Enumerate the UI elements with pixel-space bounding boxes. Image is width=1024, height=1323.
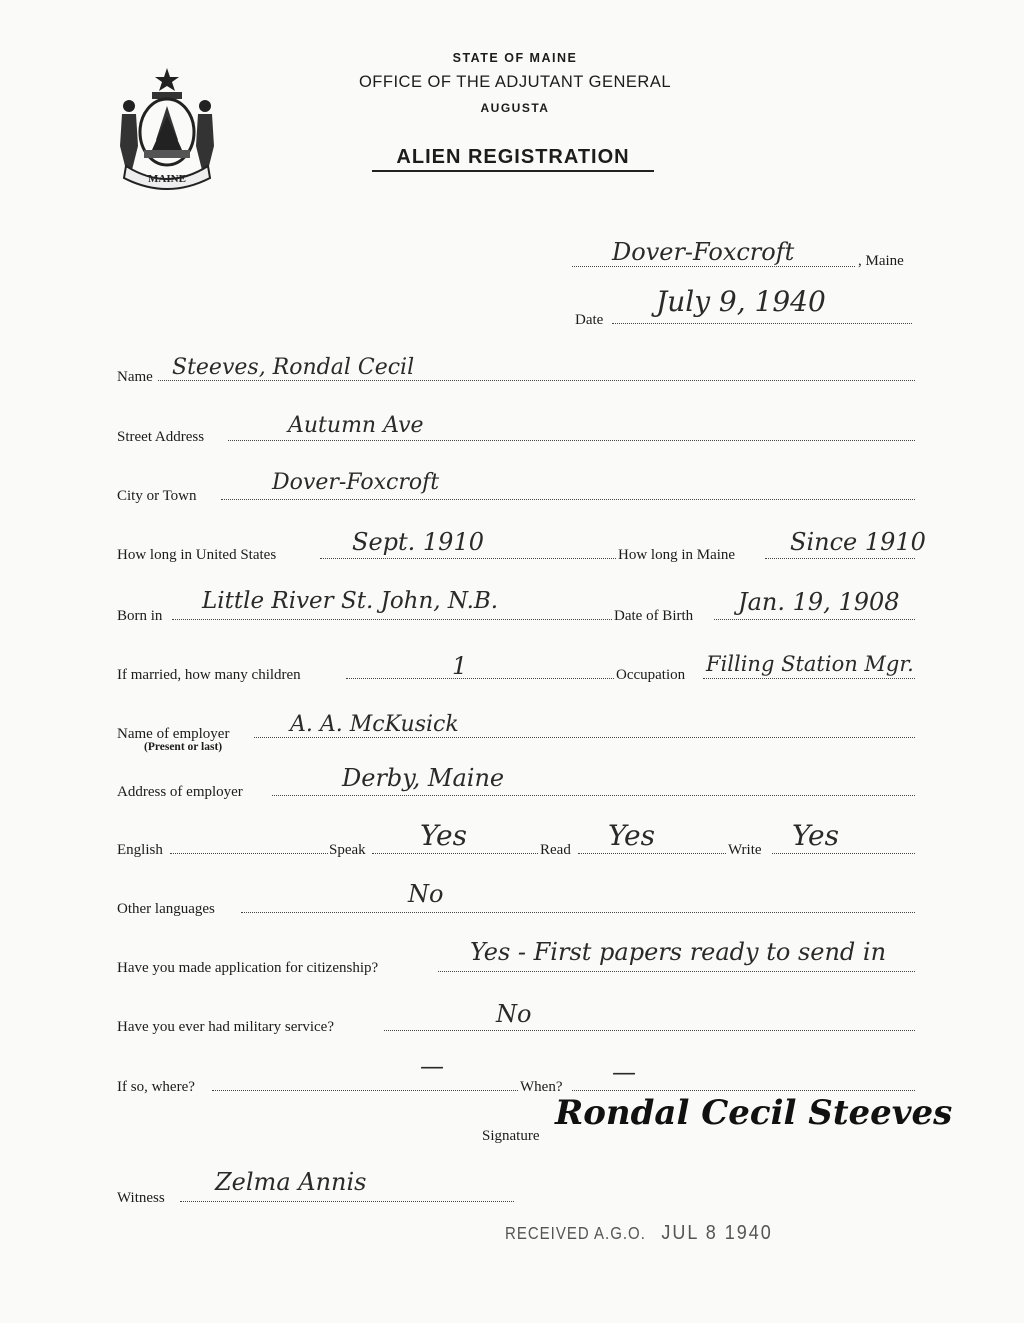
- date-of-birth-label: Date of Birth: [614, 608, 694, 624]
- born-in-label: Born in: [117, 608, 163, 624]
- born-in-value: Little River St. John, N.B.: [202, 588, 499, 614]
- employer-line: [254, 737, 915, 738]
- employer-address-line: [272, 795, 915, 796]
- speak-line: [372, 853, 538, 854]
- read-line: [578, 853, 726, 854]
- how-long-us-label: How long in United States: [117, 547, 277, 563]
- employer-label: Name of employer: [117, 726, 230, 742]
- received-stamp: [505, 1220, 773, 1244]
- other-languages-value: No: [408, 880, 444, 908]
- other-languages-label: Other languages: [117, 901, 215, 917]
- form-title: ALIEN REGISTRATION: [372, 146, 654, 172]
- military-label: Have you ever had military service?: [117, 1019, 334, 1035]
- children-label: If married, how many children: [117, 667, 301, 683]
- speak-value: Yes: [420, 819, 467, 852]
- date-value: July 9, 1940: [656, 285, 826, 318]
- english-line: [170, 853, 328, 854]
- read-label: Read: [540, 842, 571, 858]
- city-value: Dover-Foxcroft: [272, 470, 440, 495]
- name-label: Name: [117, 369, 153, 385]
- street-line: [228, 440, 915, 441]
- date-of-birth-line: [714, 619, 915, 620]
- where-line: [212, 1090, 518, 1091]
- write-line: [772, 853, 915, 854]
- name-value: Steeves, Rondal Cecil: [172, 355, 415, 380]
- signature-label: Signature: [482, 1128, 540, 1144]
- street-label: Street Address: [117, 429, 205, 445]
- children-line: [346, 678, 614, 679]
- town-line: [572, 266, 855, 267]
- how-long-maine-label: How long in Maine: [618, 547, 736, 563]
- military-line: [384, 1030, 915, 1031]
- other-languages-line: [241, 912, 915, 913]
- city-label: City or Town: [117, 488, 197, 504]
- how-long-maine-line: [765, 558, 915, 559]
- how-long-maine-value: Since 1910: [790, 528, 926, 556]
- write-label: Write: [728, 842, 762, 858]
- seal-banner-text: MAINE: [148, 173, 186, 185]
- received-stamp-date: JUL 8 1940: [661, 1220, 773, 1244]
- city-line: [221, 499, 915, 500]
- name-line: [158, 380, 915, 381]
- date-label: Date: [575, 312, 604, 328]
- children-value: 1: [452, 652, 468, 680]
- header-state: STATE OF MAINE: [452, 51, 578, 65]
- speak-label: Speak: [329, 842, 366, 858]
- header-city: AUGUSTA: [480, 101, 550, 115]
- occupation-label: Occupation: [616, 667, 686, 683]
- date-line: [612, 323, 912, 324]
- military-value: No: [496, 1000, 532, 1028]
- witness-value: Zelma Annis: [215, 1168, 367, 1196]
- born-in-line: [172, 619, 612, 620]
- citizenship-value: Yes - First papers ready to send in: [470, 938, 887, 966]
- date-of-birth-value: Jan. 19, 1908: [738, 588, 900, 616]
- write-value: Yes: [792, 819, 839, 852]
- header-office: OFFICE OF THE ADJUTANT GENERAL: [358, 73, 672, 91]
- signature-value: Rondal Cecil Steeves: [555, 1093, 953, 1133]
- citizenship-line: [438, 971, 915, 972]
- where-label: If so, where?: [117, 1079, 195, 1095]
- how-long-us-value: Sept. 1910: [352, 528, 484, 556]
- when-line: [572, 1090, 915, 1091]
- when-label: When?: [520, 1079, 563, 1095]
- occupation-line: [703, 678, 915, 679]
- employer-address-value: Derby, Maine: [342, 764, 505, 792]
- employer-address-label: Address of employer: [117, 784, 243, 800]
- where-value: —: [420, 1052, 444, 1080]
- witness-line: [180, 1201, 514, 1202]
- occupation-value: Filling Station Mgr.: [706, 652, 914, 676]
- how-long-us-line: [320, 558, 616, 559]
- maine-label: , Maine: [858, 253, 904, 269]
- town-value: Dover-Foxcroft: [612, 238, 795, 266]
- citizenship-label: Have you made application for citizenship?: [117, 960, 379, 976]
- read-value: Yes: [608, 819, 655, 852]
- street-value: Autumn Ave: [288, 413, 424, 438]
- received-stamp-text: RECEIVED A.G.O.: [505, 1223, 646, 1244]
- employer-note: (Present or last): [144, 741, 223, 753]
- english-label: English: [117, 842, 163, 858]
- employer-value: A. A. McKusick: [290, 712, 459, 737]
- state-seal-icon: [112, 66, 222, 190]
- witness-label: Witness: [117, 1190, 165, 1206]
- when-value: —: [612, 1058, 636, 1086]
